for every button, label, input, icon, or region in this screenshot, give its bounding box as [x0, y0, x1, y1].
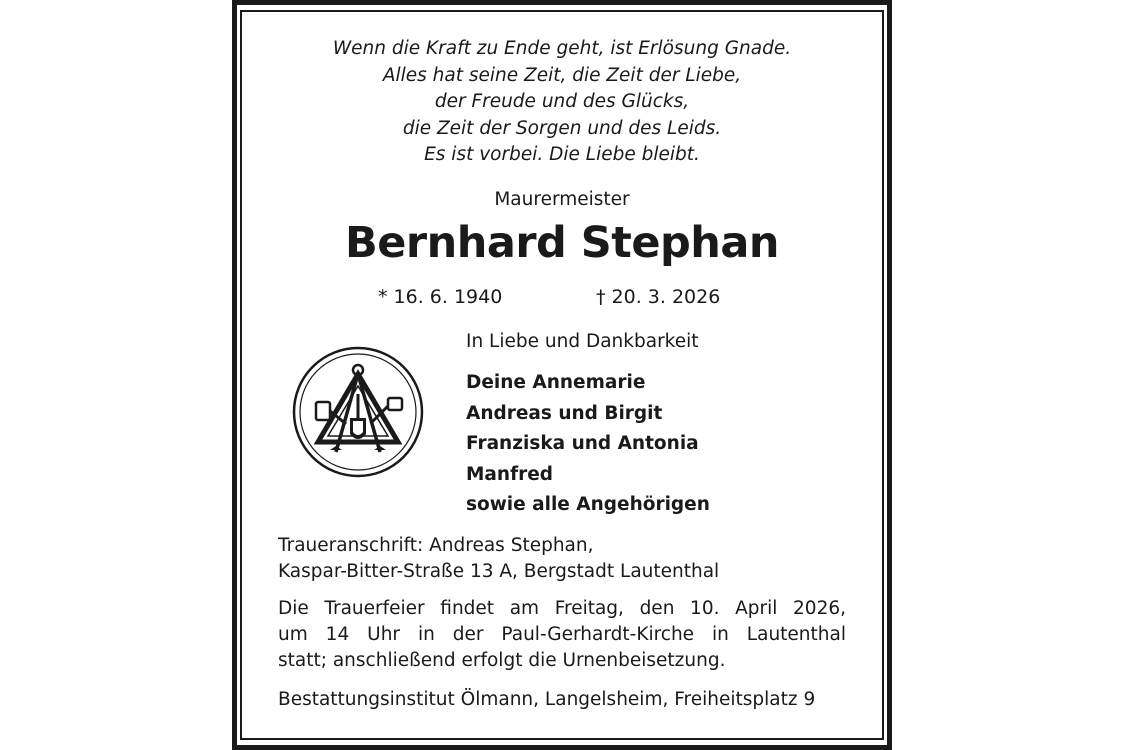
poem-line: die Zeit der Sorgen und des Leids. [402, 117, 722, 139]
poem-line: Es ist vorbei. Die Liebe bleibt. [424, 144, 700, 165]
service-line: um 14 Uhr in der Paul-Gerhardt-Kirche in Lautenthal [278, 624, 846, 645]
dedication: In Liebe und Dankbarkeit [466, 331, 699, 352]
profession: Maurermeister [494, 189, 630, 210]
mourning-address [278, 533, 719, 585]
funeral-service-info [278, 596, 846, 674]
mourner: Andreas und Birgit [466, 402, 663, 424]
mourners-list [466, 368, 710, 521]
poem-line: Wenn die Kraft zu Ende geht, ist Erlösung Gnade. [332, 38, 792, 59]
service-line: statt; anschließend erfolgt die Urnenbeisetzung. [278, 650, 726, 671]
mourner: sowie alle Angehörigen [466, 494, 710, 515]
deceased-name: Bernhard Stephan [344, 218, 780, 268]
mourner: Manfred [466, 463, 554, 485]
service-line: Die Trauerfeier findet am Freitag, den 10. April 2026, [278, 598, 846, 619]
address-line: Traueranschrift: Andreas Stephan, [278, 535, 594, 556]
funeral-home: Bestattungsinstitut Ölmann, Langelsheim, Freiheitsplatz 9 [278, 689, 816, 710]
poem-line: der Freude und des Glücks, [434, 91, 690, 112]
poem [250, 36, 874, 169]
mourner: Franziska und Antonia [466, 433, 699, 454]
poem-line: Alles hat seine Zeit, die Zeit der Liebe, [382, 64, 742, 86]
address-line: Kaspar-Bitter-Straße 13 A, Bergstadt Lautenthal [278, 561, 720, 582]
mourner: Deine Annemarie [466, 372, 646, 393]
birth-date: * 16. 6. 1940 [378, 286, 503, 308]
masonic-emblem-icon [290, 344, 426, 480]
death-date: † 20. 3. 2026 [596, 286, 721, 308]
